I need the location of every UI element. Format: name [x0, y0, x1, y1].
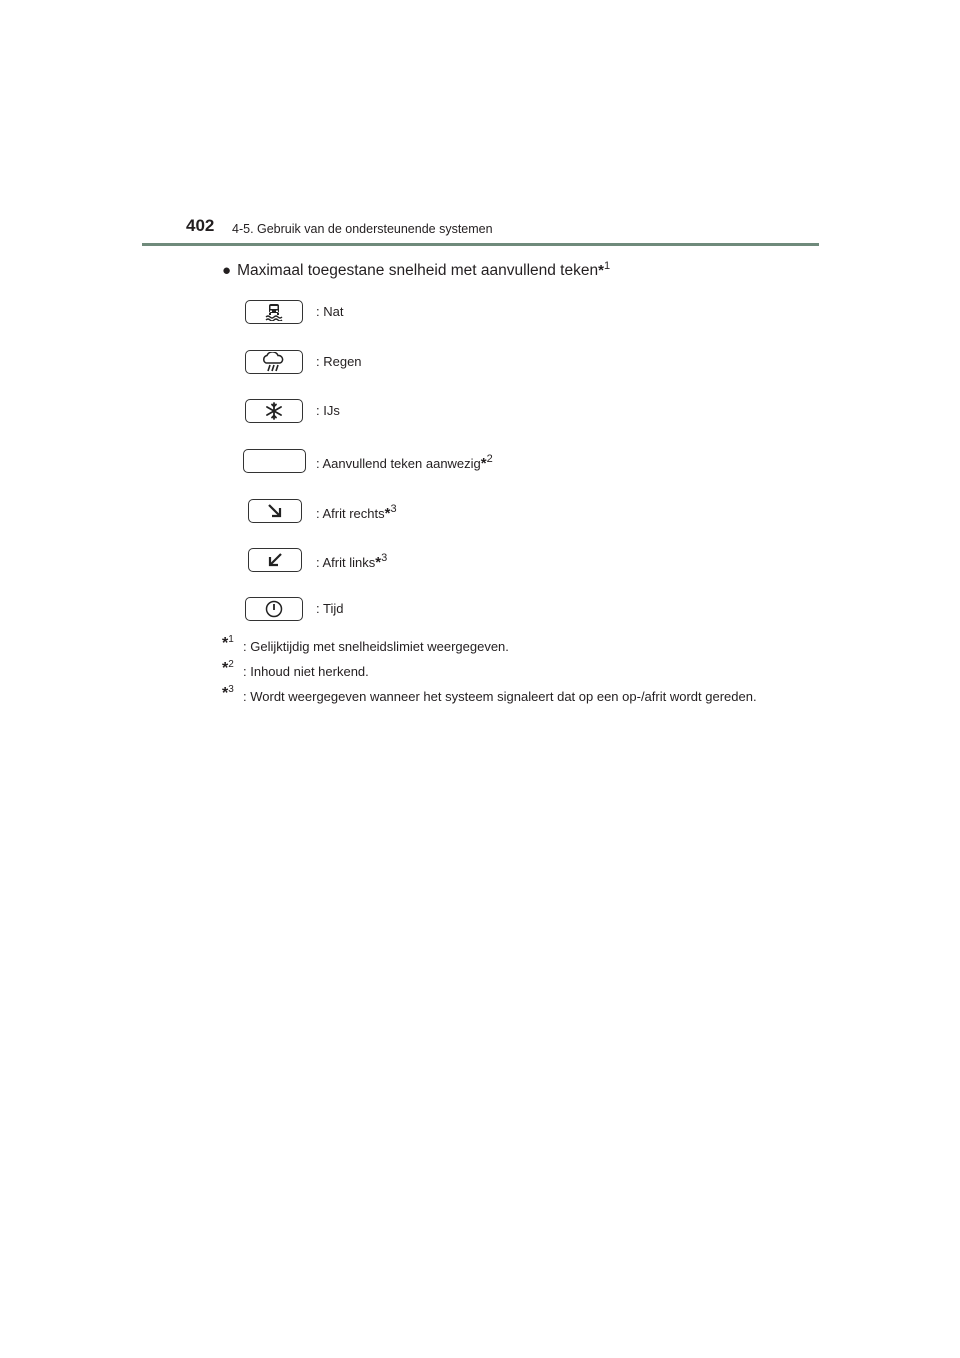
legend-row-regen: [0, 350, 960, 374]
legend-row-afrit-rechts: [0, 499, 960, 523]
legend-label: : Nat: [316, 304, 344, 319]
snowflake-icon: [265, 402, 283, 420]
legend-row-nat: [0, 300, 960, 324]
legend-row-tijd: [0, 597, 960, 621]
legend-row-aanvullend: [0, 449, 960, 473]
legend-sign: [245, 597, 303, 621]
page-number: 402: [186, 216, 215, 235]
wet-road-icon: [264, 303, 284, 321]
footnote-marker: *$^1$: [222, 634, 234, 652]
header-rule: [142, 243, 819, 246]
legend-label: : Regen: [316, 354, 362, 369]
legend-sign: [243, 449, 306, 473]
legend-label: : IJs: [316, 403, 340, 418]
exit-left-arrow-icon: [267, 552, 283, 568]
bullet-icon: ●: [222, 262, 232, 279]
heading-text: Maximaal toegestane snelheid met aanvullend teken: [237, 262, 599, 279]
legend-row-afrit-links: [0, 548, 960, 572]
legend-row-ijs: [0, 399, 960, 423]
legend-sign: [248, 548, 302, 572]
rain-cloud-icon: [259, 352, 289, 372]
legend-sign: [248, 499, 302, 523]
legend-label: : Afrit links*$^3$: [316, 552, 388, 571]
footnote-marker: *$^2$: [222, 659, 234, 677]
legend-sign: [245, 300, 303, 324]
footnote-marker: *$^3$: [222, 684, 234, 702]
legend-label: : Tijd: [316, 601, 344, 616]
footnote-ref: 1: [603, 260, 611, 272]
blank-sign-icon: [274, 461, 275, 462]
footnote-text: : Inhoud niet herkend.: [243, 664, 369, 679]
section-heading: [222, 260, 610, 280]
footnote-text: : Wordt weergegeven wanneer het systeem signaleert dat op een op-/afrit wordt gereden.: [243, 689, 757, 704]
legend-sign: [245, 399, 303, 423]
legend-label: : Afrit rechts*$^3$: [316, 503, 397, 522]
legend-sign: [245, 350, 303, 374]
legend-label: : Aanvullend teken aanwezig*$^2$: [316, 453, 493, 472]
footnote-text: : Gelijktijdig met snelheidslimiet weergegeven.: [243, 639, 509, 654]
exit-right-arrow-icon: [267, 503, 283, 519]
footnote-star: *: [598, 262, 604, 279]
section-title: 4-5. Gebruik van de ondersteunende systemen: [232, 222, 493, 236]
clock-icon: [265, 600, 283, 618]
